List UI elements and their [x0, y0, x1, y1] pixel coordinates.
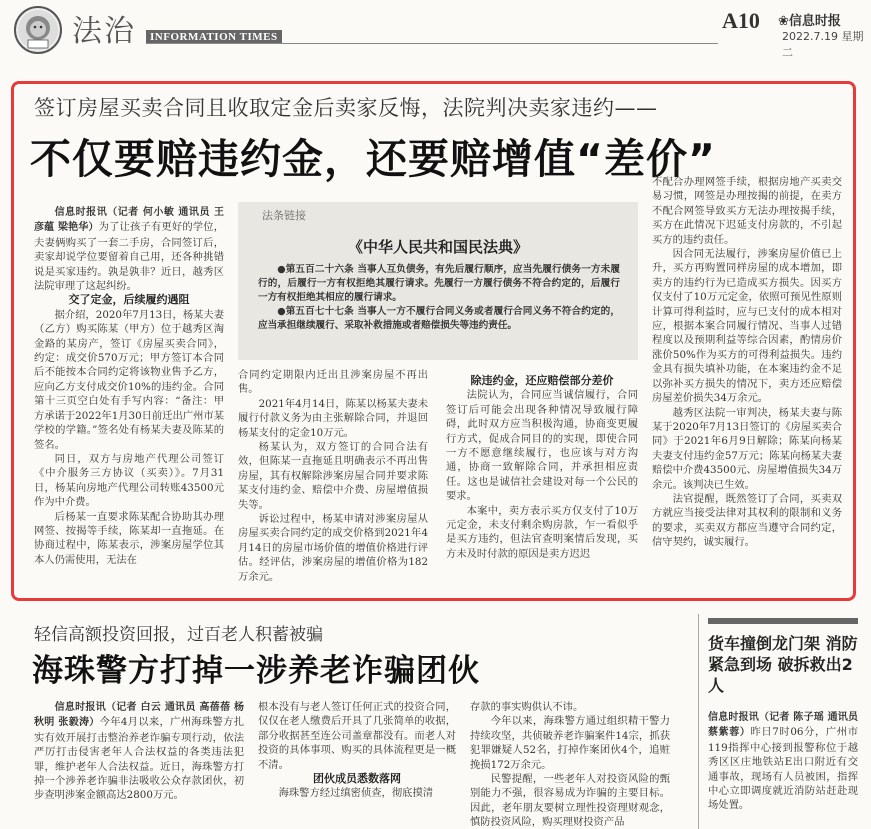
- article2-column-3: [470, 700, 670, 829]
- paper-logo-icon: ❀: [778, 14, 789, 29]
- article1-kicker: 签订房屋买卖合同且收取定金后卖家反悔，法院判决卖家违约——: [34, 96, 658, 120]
- article-paragraph: 存款的事实购供认不讳。: [470, 701, 584, 713]
- article2-column-1: [34, 700, 244, 829]
- article-paragraph: 海珠警方经过缜密侦查，彻底摸清: [278, 787, 434, 800]
- article-paragraph: 民警提醒，一些老年人对投资风险的甄别能力不强，很容易成为诈骗的主要目标。因此，老年朋友要树立理性投资理财观念，慎防投资风险，购买理财投资产品: [470, 773, 670, 829]
- law-link-label: 法条链接: [262, 209, 306, 222]
- article-subhead: 除违约金，还应赔偿部分差价: [470, 374, 614, 387]
- article-paragraph: 据介绍，2020年7月13日，杨某夫妻（乙方）购买陈某（甲方）位于越秀区淘金路的某房产，签订《房屋买卖合同》，约定：成交价570万元；甲方签订本合同后不能按本合同约定将该物业售予乙方，应向乙方支付成交价10%的违约金。合同第十三页空白处有手写内容：“备注：甲方承诺于2022年1月30日前迁出广州市某学校的学籍。”签名处有杨某夫妻及陈某的签名。: [34, 308, 224, 451]
- section-english-label: INFORMATION TIMES: [146, 30, 282, 44]
- masthead-rule: [146, 43, 718, 44]
- article1-column-1: [34, 205, 224, 590]
- law-item: ●第五百二十六条 当事人互负债务，有先后履行顺序，应当先履行债务一方未履行的，后履行一方有权拒绝其履行请求。先履行一方履行债务不符合约定的，后履行一方有权拒绝其相应的履行请求。: [258, 264, 620, 303]
- article-paragraph: 法官提醒，既然签订了合同，买卖双方就应当接受法律对其权利的限制和义务的要求，买卖双方都应当遵守合同约定，信守契约，诚实履行。: [652, 492, 842, 549]
- article1-column-3: [446, 374, 638, 584]
- article-paragraph: 同日，双方与房地产代理公司签订《中介服务三方协议（买卖）》。7月31日，杨某向房地产代理公司转账43500元作为中介费。: [34, 452, 224, 509]
- section-title: 法治: [72, 14, 136, 49]
- issue-date: 2022.7.19 星期二: [782, 30, 864, 59]
- page-number: A10: [722, 8, 760, 33]
- article2-headline: 海珠警方打掉一涉养老诈骗团伙: [32, 653, 480, 689]
- article-subhead: 团伙成员悉数落网: [313, 772, 401, 786]
- article-paragraph: 杨某认为，双方签订的合同合法有效，但陈某一直拖延且明确表示不再出售房屋，其有权解除涉案房屋合同并要求陈某支付违约金、赔偿中介费、房屋增值损失等。: [238, 441, 428, 511]
- article-paragraph: 2021年4月14日，陈某以杨某夫妻未履行付款义务为由主张解除合同，并退回杨某支付的定金10万元。: [238, 397, 428, 439]
- article-byline: 信息时报讯（记者 何小敏 通讯员 王彦蕴 梁艳华）: [34, 207, 224, 234]
- article-lead: [34, 700, 244, 803]
- article-paragraph: 越秀区法院一审判决，杨某夫妻与陈某于2020年7月13日签订的《房屋买卖合同》于2021年6月9日解除；陈某向杨某夫妻支付违约金57万元；陈某向杨某夫妻赔偿中介费43500元、房屋增值损失34万余元。该判决已生效。: [652, 406, 842, 491]
- article-paragraph: 本案中，卖方表示买方仅支付了10万元定金，未支付剩余购房款，乍一看似乎是买方违约，但法官查明案情后发现，买方未及时付款的原因是卖方迟迟: [446, 504, 638, 560]
- article1-column-4: [652, 175, 842, 585]
- paper-name-text: 信息时报: [788, 14, 841, 29]
- article-paragraph: 后杨某一直要求陈某配合协助其办理网签、按揭等手续，陈某却一直拖延。在协商过程中，陈某表示，涉案房屋学位其本人仍需使用，无法在: [34, 510, 224, 566]
- sidebar-body: [708, 710, 858, 829]
- article-lead: [34, 205, 224, 293]
- sidebar-headline: 货车撞倒龙门架 消防紧急到场 破拆救出2人: [708, 634, 858, 695]
- paper-name: [778, 10, 841, 29]
- sidebar-text: 昨日7时06分，广州市119指挥中心接到报警称位于越秀区区庄地铁站E出口附近有交通事故，现场有人员被困，指挥中心立即调度就近消防站赶赴现场处置。: [708, 726, 858, 812]
- lion-icon: [16, 8, 60, 52]
- article-lead-text: 今年4月以来，广州海珠警方扎实有效开展打击整治养老诈骗专项行动，依法严厉打击侵害老年人合法权益的各类违法犯罪，维护老年人合法权益。近日，海珠警方打掉一个涉养老诈骗非法吸收公众存款团伙，初步查明涉案金额高达2800万元。: [34, 716, 244, 802]
- law-link-title: 《中华人民共和国民法典》: [347, 238, 528, 256]
- article-paragraph: 诉讼过程中，杨某申请对涉案房屋从房屋买卖合同约定的成交价格到2021年4月14日的房屋市场价值的增值价格进行评估。经评估，涉案房屋的增值价格为182万余元。: [238, 513, 428, 583]
- article-paragraph: 不配合办理网签手续，根据房地产买卖交易习惯，网签是办理按揭的前提，在卖方不配合网签导致买方无法办理按揭手续，买方在此情况下迟延支付房款的，不引起买方的违约责任。: [652, 176, 842, 246]
- article2-kicker: 轻信高额投资回报，过百老人积蓄被骗: [34, 625, 323, 645]
- article1-column-2: [238, 368, 428, 583]
- article-byline: 信息时报讯（记者 白云 通讯员 高蓓蓓 杨秋明 张毅涛）: [34, 702, 244, 729]
- article2-column-2: [258, 700, 456, 829]
- article-subhead: 交了定金，后续履约遇阻: [68, 293, 190, 307]
- article-paragraph: 因合同无法履行，涉案房屋价值已上升，买方再购置同样房屋的成本增加，即卖方的违约行为已造成买方损失。因买方仅支付了10万元定金，依照可预见性原则计算可得利益时，应与已支付的成本相对应，根据本案合同履行情况、当事人过错程度以及预期利益等综合因素，酌情房价涨价50%作为买方的可得利益损失。违约金具有损失填补功能，在本案违约金不足以弥补买方损失的情况下，卖方还应赔偿房屋差价损失34万余元。: [652, 248, 842, 405]
- article-paragraph: 合同约定期限内迁出且涉案房屋不再出售。: [238, 369, 428, 396]
- law-link-text: [258, 263, 620, 333]
- sidebar-byline: 信息时报讯（记者 陈子瑶 通讯员 蔡紫蓉）: [708, 712, 858, 739]
- sidebar-paragraph: [708, 710, 858, 813]
- article-paragraph: 今年以来，海珠警方通过组织精干警力持续攻坚，共侦破养老诈骗案件14宗，抓获犯罪嫌疑人52名，打掉作案团伙4个，追赃挽损172万余元。: [470, 715, 670, 771]
- lion-logo: [14, 6, 62, 54]
- article-paragraph: 根本没有与老人签订任何正式的投资合同，仅仅在老人缴费后开具了几张简单的收据，部分收据甚至连公司盖章都没有。而老人对投资的具体事项、购买的具体流程更是一概不清。: [258, 701, 456, 771]
- law-item: ●第五百七十七条 当事人一方不履行合同义务或者履行合同义务不符合约定的，应当承担继续履行、采取补救措施或者赔偿损失等违约责任。: [258, 306, 620, 331]
- article-lead-text: 为了让孩子有更好的学位，夫妻俩购买了一套二手房，合同签订后，卖家却说学位要留着自己用，还各种挑错说是买家违约。孰是孰非？近日，越秀区法院审理了这起纠纷。: [34, 221, 224, 293]
- sidebar-divider: [698, 614, 699, 829]
- sidebar-top-bar: [708, 618, 858, 624]
- article1-headline: 不仅要赔违约金，还要赔增值“差价”: [30, 135, 716, 183]
- article-paragraph: 法院认为，合同应当诚信履行，合同签订后可能会出现各种情况导致履行障碍，此时双方应当积极沟通，协商变更履行方式，促成合同目的的实现，即使合同一方不愿意继续履行，也应该与对方沟通，协商一致解除合同，并承担相应责任。这也是诚信社会建设对每一个公民的要求。: [446, 389, 638, 503]
